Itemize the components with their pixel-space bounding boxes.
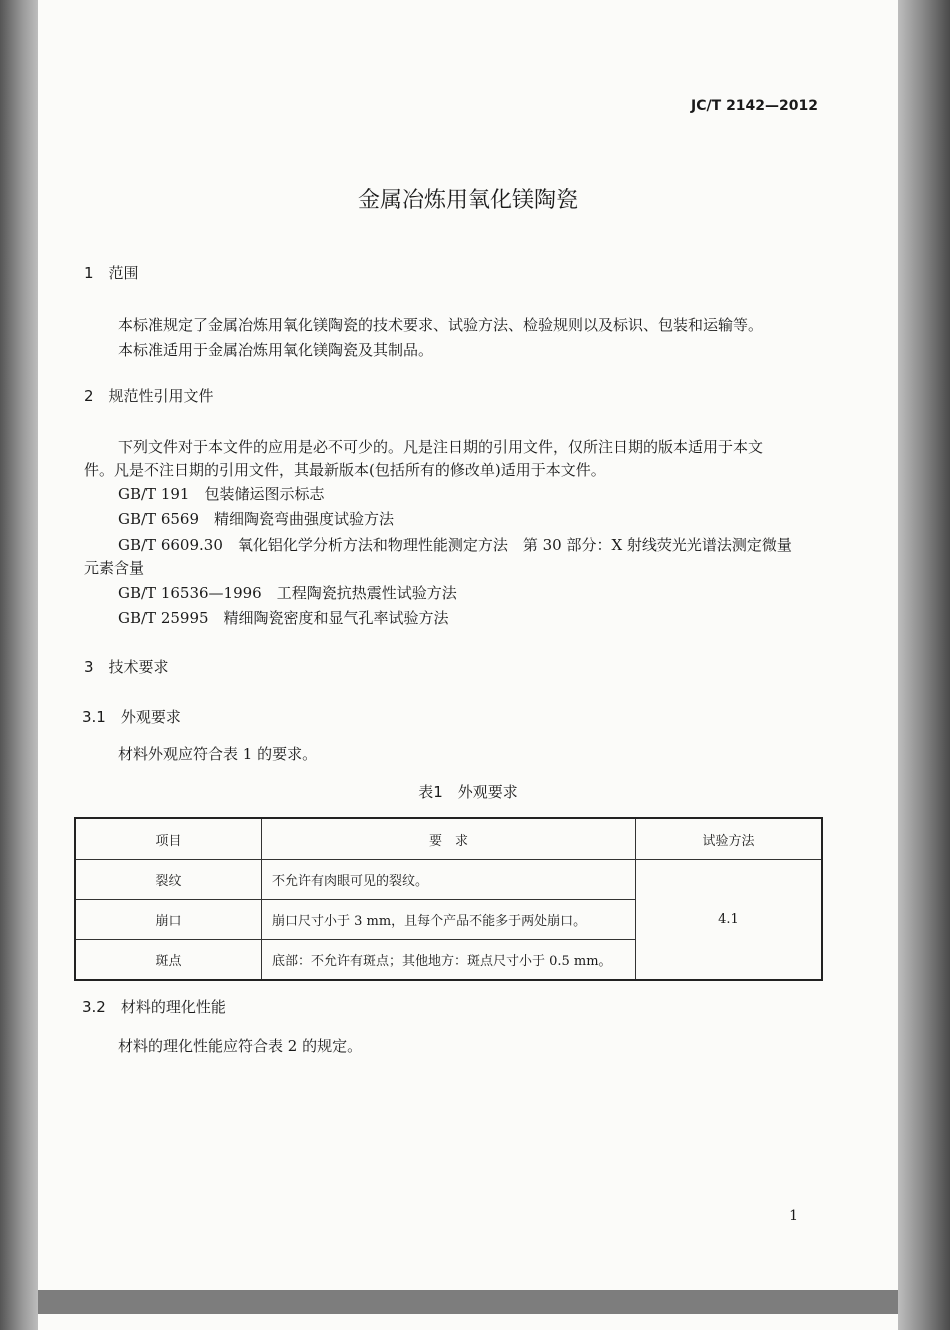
section-3-1-text: 材料外观应符合表 1 的要求。 (118, 745, 318, 763)
header-item: 项目 (75, 818, 261, 860)
section-1-paragraph: 本标准适用于金属冶炼用氧化镁陶瓷及其制品。 (118, 341, 434, 359)
document-title: 金属冶炼用氧化镁陶瓷 (357, 188, 578, 213)
section-1-heading: 1 范围 (84, 264, 139, 282)
table-row (75, 860, 822, 900)
section-2-intro-cont: 件。凡是不注日期的引用文件，其最新版本(包括所有的修改单)适用于本文件。 (84, 461, 606, 479)
row-item: 斑点 (75, 940, 261, 981)
section-3-heading: 3 技术要求 (84, 658, 169, 676)
appearance-requirements-table (74, 817, 823, 981)
section-1-paragraph: 本标准规定了金属冶炼用氧化镁陶瓷的技术要求、试验方法、检验规则以及标识、包装和运输等。 (118, 316, 764, 334)
section-2-heading: 2 规范性引用文件 (84, 387, 214, 405)
row-requirement: 崩口尺寸小于 3 mm，且每个产品不能多于两处崩口。 (261, 900, 635, 940)
row-item: 崩口 (75, 900, 261, 940)
next-page-edge (38, 1314, 898, 1330)
scan-edge-left (0, 0, 38, 1330)
reference-item: GB/T 25995 精细陶瓷密度和显气孔率试验方法 (118, 609, 449, 627)
reference-item: GB/T 6609.30 氧化铝化学分析方法和物理性能测定方法 第 30 部分：X 射线荧光光谱法测定微量 (118, 536, 792, 554)
reference-item: GB/T 6569 精细陶瓷弯曲强度试验方法 (118, 510, 395, 528)
row-item: 裂纹 (75, 860, 261, 900)
section-3-1-heading: 3.1 外观要求 (82, 708, 181, 726)
document-number: JC/T 2142—2012 (691, 98, 818, 114)
table-1-caption: 表1 外观要求 (418, 783, 518, 801)
row-requirement: 底部：不允许有斑点；其他地方：斑点尺寸小于 0.5 mm。 (261, 940, 635, 981)
section-3-2-heading: 3.2 材料的理化性能 (82, 998, 226, 1016)
document-page (38, 0, 898, 1290)
reference-item: GB/T 16536—1996 工程陶瓷抗热震性试验方法 (118, 584, 457, 602)
header-requirement: 要 求 (261, 818, 635, 860)
section-3-2-text: 材料的理化性能应符合表 2 的规定。 (118, 1037, 363, 1055)
table-header-row (75, 818, 822, 860)
row-requirement: 不允许有肉眼可见的裂纹。 (261, 860, 635, 900)
reference-item-cont: 元素含量 (84, 559, 145, 577)
scan-edge-right (898, 0, 950, 1330)
section-2-intro: 下列文件对于本文件的应用是必不可少的。凡是注日期的引用文件，仅所注日期的版本适用于本文 (118, 438, 764, 456)
reference-item: GB/T 191 包装储运图示标志 (118, 485, 325, 503)
page-number: 1 (789, 1208, 798, 1224)
header-test-method: 试验方法 (635, 818, 822, 860)
test-method-value: 4.1 (635, 860, 822, 981)
